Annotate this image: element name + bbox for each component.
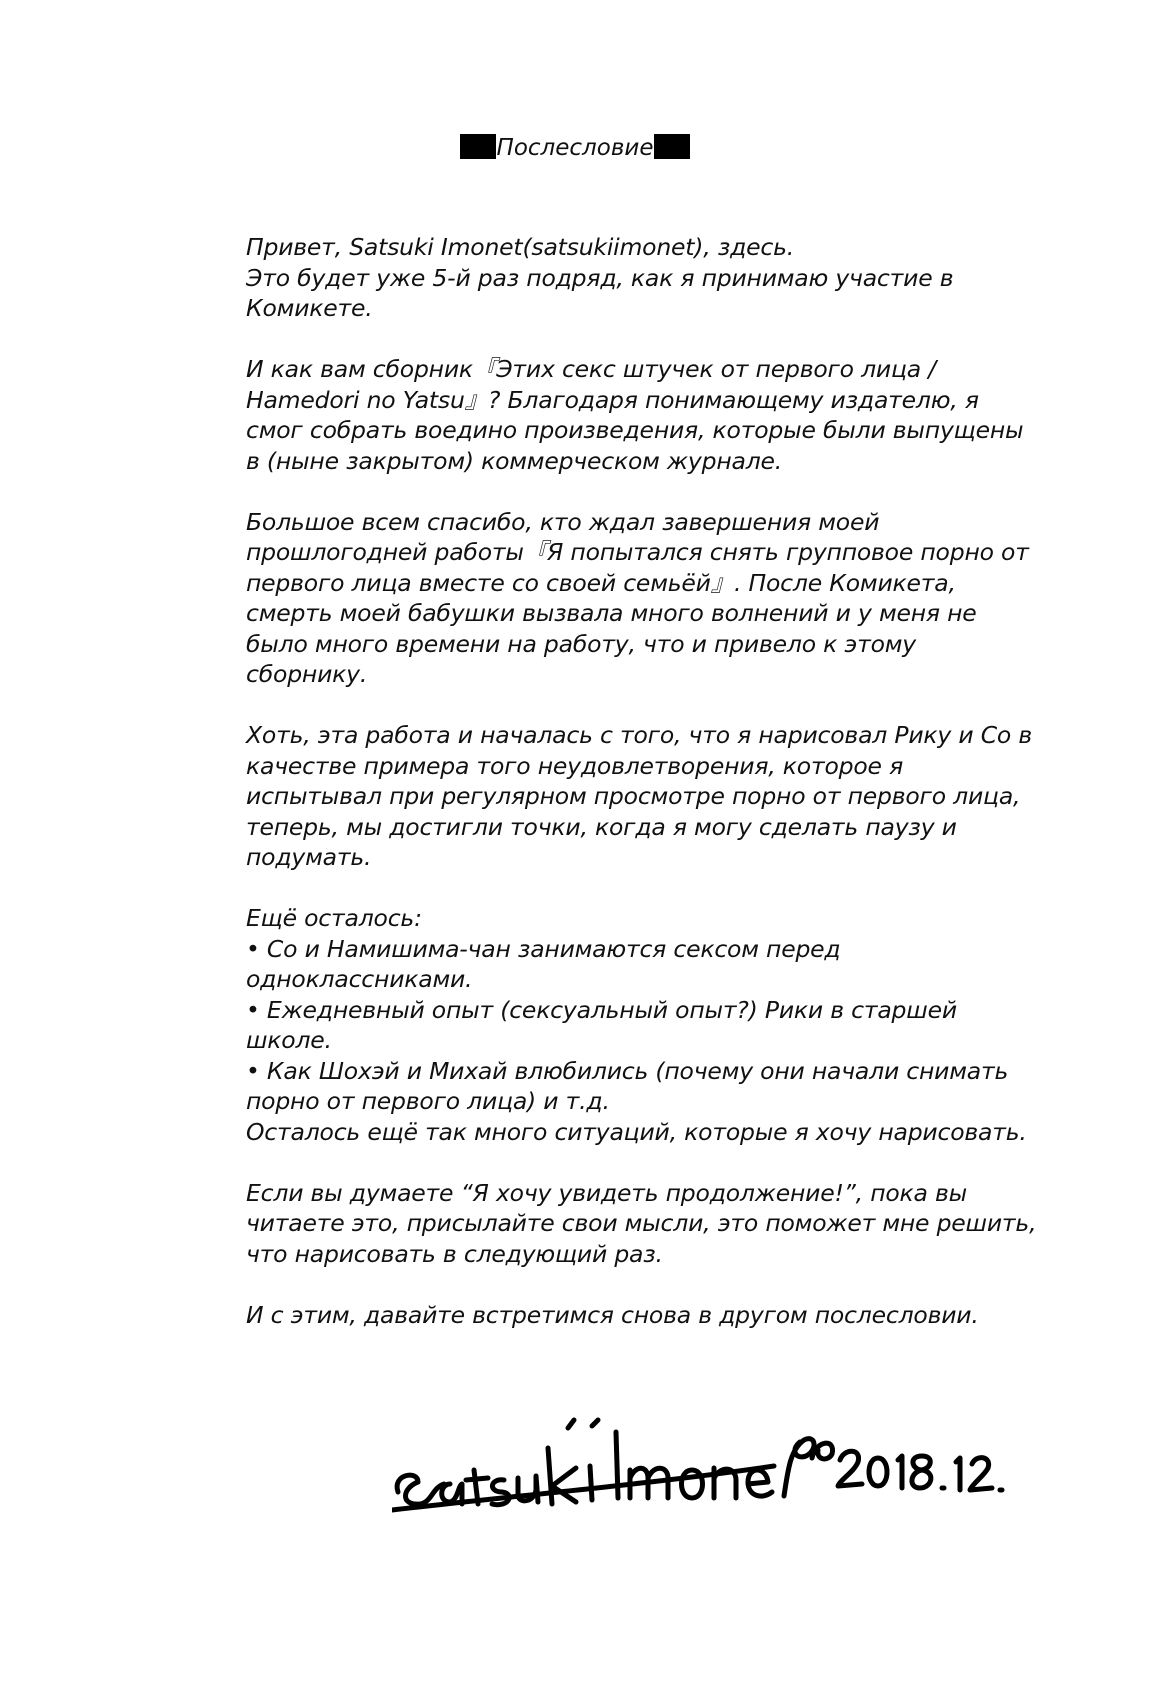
text-line: Если вы думаете “Я хочу увидеть продолжение!”, пока вы: [246, 1178, 968, 1207]
text-line: И как вам сборник『Этих секс штучек от первого лица /: [246, 355, 936, 383]
text-line: подумать.: [246, 843, 372, 871]
text-line: порно от первого лица) и т.д.: [246, 1087, 610, 1115]
paragraph: [246, 507, 1046, 690]
text-line: • Со и Намишима-чан занимаются сексом перед: [246, 934, 841, 963]
text-line: И с этим, давайте встретимся снова в другом послесловии.: [246, 1300, 979, 1329]
handwritten-signature: [392, 1400, 1012, 1540]
text-line: Ещё осталось:: [246, 904, 422, 932]
text-line: • Как Шохэй и Михай влюбились (почему они начали снимать: [246, 1056, 1009, 1085]
paragraph: [246, 1178, 1046, 1270]
text-line: смерть моей бабушки вызвала много волнений и у меня не: [246, 599, 977, 627]
afterword-heading: [0, 133, 1150, 163]
text-line: было много времени на работу, что и привело к этому: [246, 629, 917, 658]
text-line: Привет, Satsuki Imonet(satsukiimonet), здесь.: [246, 233, 795, 261]
text-line: в (ныне закрытом) коммерческом журнале.: [246, 446, 783, 475]
paragraph: [246, 720, 1046, 873]
afterword-body: [246, 232, 1046, 1361]
text-line: • Ежедневный опыт (сексуальный опыт?) Рики в старшей: [246, 995, 957, 1024]
text-line: школе.: [246, 1026, 332, 1054]
text-line: теперь, мы достигли точки, когда я могу сделать паузу и: [246, 812, 957, 841]
text-line: читаете это, присылайте свои мысли, это поможет мне решить,: [246, 1209, 1037, 1237]
paragraph: [246, 232, 1046, 324]
paragraph: [246, 903, 1046, 1147]
paragraph: [246, 1300, 1046, 1331]
text-line: сборнику.: [246, 660, 368, 688]
text-line: одноклассниками.: [246, 965, 473, 993]
text-line: испытывал при регулярном просмотре порно от первого лица,: [246, 782, 1021, 810]
text-line: Комикете.: [246, 294, 373, 322]
redaction-bar-left: [460, 134, 496, 159]
text-line: качестве примера того неудовлетворения, которое я: [246, 751, 904, 780]
text-line: Это будет уже 5-й раз подряд, как я принимаю участие в: [246, 263, 954, 292]
paragraph: [246, 354, 1046, 476]
text-line: Хоть, эта работа и началась с того, что я нарисовал Рику и Со в: [246, 721, 1033, 749]
text-line: Большое всем спасибо, кто ждал завершения моей: [246, 507, 880, 536]
text-line: первого лица вместе со своей семьёй』. После Комикета,: [246, 568, 956, 597]
text-line: что нарисовать в следующий раз.: [246, 1239, 663, 1268]
page-title: Послесловие: [496, 135, 654, 161]
redaction-bar-right: [654, 134, 690, 159]
text-line: смог собрать воедино произведения, которые были выпущены: [246, 416, 1024, 444]
text-line: Осталось ещё так много ситуаций, которые я хочу нарисовать.: [246, 1117, 1027, 1146]
text-line: Hamedori no Yatsu』? Благодаря понимающему издателю, я: [246, 385, 979, 414]
text-line: прошлогодней работы『Я попытался снять групповое порно от: [246, 538, 1029, 566]
